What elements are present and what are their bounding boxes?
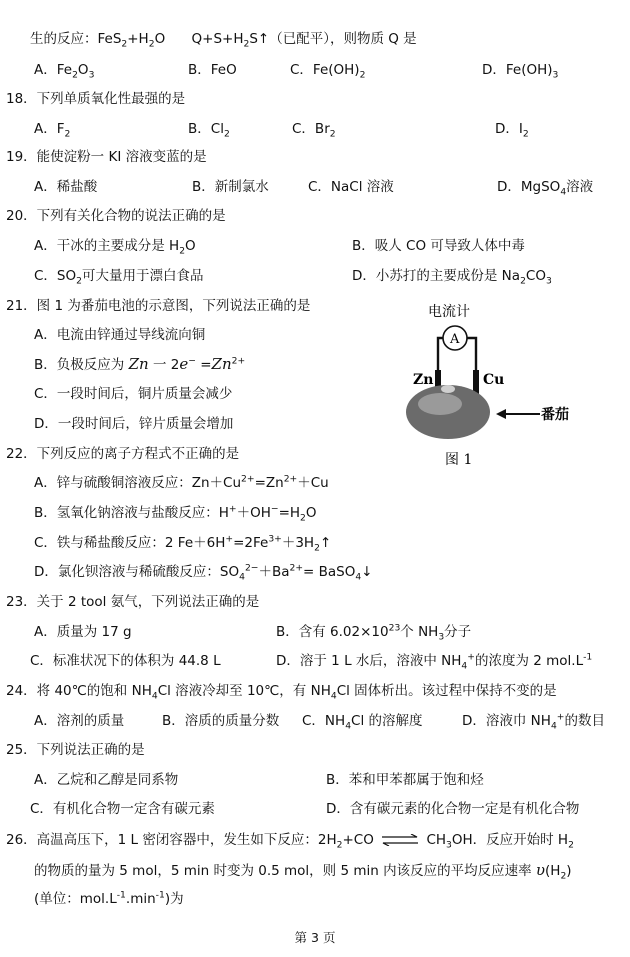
q22-option-c: C．铁与稀盐酸反应：2 $Fe+6H^+=2Fe^{3+}+3H_2↑$ xyxy=(34,533,332,554)
q20-stem: 20．下列有关化合物的说法正确的是 xyxy=(6,208,226,224)
meter-label: 电流计 xyxy=(428,304,470,320)
q21-option-c: C．一段时间后，铜片质量会减少 xyxy=(34,386,233,402)
tomato-label: 番茄 xyxy=(541,407,569,423)
q21-option-a: A．电流由锌通过导线流向铜 xyxy=(34,327,206,343)
arrow-head-icon xyxy=(496,409,506,419)
ammeter-symbol: A xyxy=(450,332,460,347)
q19-stem: 19．能使淀粉一 KI 溶液变蓝的是 xyxy=(6,149,207,165)
q21-stem: 21．图 1 为番茄电池的示意图，下列说法正确的是 xyxy=(6,298,311,314)
page-number: 第 3 页 xyxy=(294,930,336,945)
q22-option-b: B．氢氧化钠溶液与盐酸反应：$H^++OH^-=H_2O$ xyxy=(34,503,317,524)
tomato-stem xyxy=(441,385,455,393)
figure-caption: 图 1 xyxy=(445,452,473,468)
tomato-battery-diagram xyxy=(400,300,590,475)
q22-option-a: A．锌与硫酸铜溶液反应：$Zn+Cu^{2+}=Zn^{2+}+Cu$ xyxy=(34,473,329,491)
zinc-label: Zn xyxy=(413,372,434,388)
q22-stem: 22．下列反应的离子方程式不正确的是 xyxy=(6,446,240,462)
q25-stem: 25．下列说法正确的是 xyxy=(6,742,145,758)
q21-option-d: D．一段时间后，锌片质量会增加 xyxy=(34,416,234,432)
q18-stem: 18．下列单质氧化性最强的是 xyxy=(6,91,186,107)
q23-stem: 23．关于 2 tool 氨气，下列说法正确的是 xyxy=(6,594,260,610)
copper-label: Cu xyxy=(483,372,505,388)
q26-line-1: 26．高温高压下，1 L 密闭容器中，发生如下反应：$2H_2+CO$ $CH_3OH$．反应开始时 $H_2$ xyxy=(6,832,574,851)
q17-stem: 生的反应：$FeS_2+H_2O$ $Q+S+H_2S↑$（已配平），则物质 Q 是 xyxy=(30,31,417,50)
q26-line-3: (单位：$mol.L^{-1}.\min^{-1}$)为 xyxy=(34,889,184,907)
q21-option-b: B．负极反应为 Zn 一 $2e^- =Zn^{2+}$ xyxy=(34,355,246,373)
q24-stem: 24．将 40℃的饱和 $NH_4Cl$ 溶液冷却至 10℃，有 $NH_4Cl$ 固体析出。该过程中保持不变的是 xyxy=(6,683,557,702)
tomato-battery-figure xyxy=(400,300,590,475)
q26-line-2: 的物质的量为 5 mol，5 min 时变为 0.5 mol，则 5 min 内该反应的平均反应速率 $\upsilon(H_2)$ xyxy=(34,861,572,882)
equilibrium-arrow-icon xyxy=(381,834,419,846)
q22-option-d: D．氯化钡溶液与稀硫酸反应：$SO_4^{2-}+Ba^{2+}=$ BaSO$_4$↓ xyxy=(34,562,373,583)
